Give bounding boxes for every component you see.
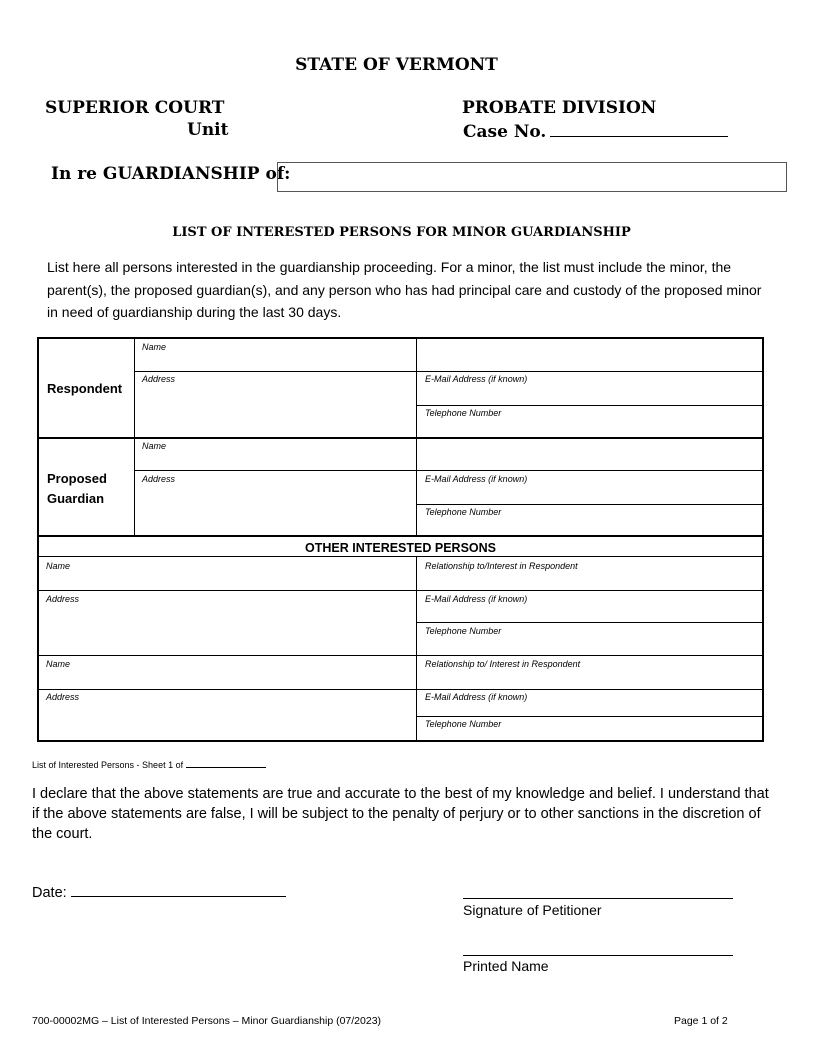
divider	[134, 371, 762, 372]
date-row	[32, 882, 286, 901]
case-number-label: Case No.	[463, 122, 547, 142]
in-re-label: In re GUARDIANSHIP of:	[51, 164, 291, 184]
other-1-address-label: Address	[46, 594, 80, 604]
state-title: STATE OF VERMONT	[295, 55, 498, 75]
other-2-name-label: Name	[46, 659, 71, 669]
divider	[134, 470, 762, 471]
guardian-phone-label: Telephone Number	[425, 507, 502, 517]
divider	[416, 622, 762, 623]
date-field[interactable]	[71, 882, 286, 897]
divider	[416, 504, 762, 505]
other-2-address-label: Address	[46, 692, 80, 702]
signature-line[interactable]	[463, 898, 733, 899]
case-number-field[interactable]	[550, 120, 728, 137]
instructions: List here all persons interested in the guardianship proceeding. For a minor, the list must include the minor, the parent(s), the proposed guardian(s), and any person who has had principal care and custody of the proposed minor in need of guardianship during the last 30 days.	[47, 259, 762, 320]
printed-name-line[interactable]	[463, 955, 733, 956]
guardianship-name-field[interactable]	[277, 162, 787, 192]
other-1-relationship-label: Relationship to/Interest in Respondent	[425, 561, 578, 571]
other-1-phone-label: Telephone Number	[425, 626, 502, 636]
guardian-name-label: Name	[142, 441, 167, 451]
guardian-label-line2: Guardian	[47, 491, 105, 506]
divider	[39, 556, 762, 557]
form-title: LIST OF INTERESTED PERSONS FOR MINOR GUARDIANSHIP	[172, 225, 631, 240]
division-name: PROBATE DIVISION	[462, 98, 657, 118]
court-name: SUPERIOR COURT	[45, 98, 225, 118]
guardian-address-label: Address	[142, 474, 176, 484]
interested-persons-table	[37, 337, 764, 742]
divider	[416, 557, 417, 655]
guardian-label-line1: Proposed	[47, 471, 107, 486]
respondent-email-label: E-Mail Address (if known)	[425, 374, 528, 384]
case-number	[463, 120, 728, 142]
guardian-label	[47, 469, 107, 509]
printed-name-label: Printed Name	[463, 958, 549, 974]
divider	[39, 689, 762, 690]
divider	[39, 535, 762, 537]
respondent-label: Respondent	[47, 381, 123, 396]
divider	[416, 405, 762, 406]
divider	[134, 339, 135, 437]
divider	[39, 655, 762, 656]
other-persons-heading: OTHER INTERESTED PERSONS	[305, 541, 496, 555]
divider	[416, 437, 417, 535]
divider	[39, 590, 762, 591]
divider	[416, 339, 417, 437]
other-1-name-label: Name	[46, 561, 71, 571]
other-2-relationship-label: Relationship to/ Interest in Respondent	[425, 659, 581, 669]
sheet-count-label: List of Interested Persons - Sheet 1 of	[32, 760, 184, 770]
guardian-email-label: E-Mail Address (if known)	[425, 474, 528, 484]
respondent-name-label: Name	[142, 342, 167, 352]
other-2-phone-label: Telephone Number	[425, 719, 502, 729]
other-1-email-label: E-Mail Address (if known)	[425, 594, 528, 604]
declaration-text: I declare that the above statements are true and accurate to the best of my knowledge and belief. I understand that if the above statements are false, I will be subject to the penalty of perjury or to other sanctions in the discretion of the court.	[32, 786, 769, 842]
unit-label: Unit	[187, 120, 229, 140]
page-number: Page 1 of 2	[674, 1015, 728, 1027]
divider	[416, 656, 417, 742]
divider	[39, 437, 762, 439]
other-2-email-label: E-Mail Address (if known)	[425, 692, 528, 702]
respondent-phone-label: Telephone Number	[425, 408, 502, 418]
sheet-count	[32, 759, 266, 770]
sheet-total-field[interactable]	[186, 759, 266, 768]
date-label: Date:	[32, 885, 67, 901]
respondent-address-label: Address	[142, 374, 176, 384]
form-id: 700-00002MG – List of Interested Persons – Minor Guardianship (07/2023)	[32, 1015, 382, 1027]
divider	[416, 716, 762, 717]
divider	[134, 437, 135, 535]
signature-label: Signature of Petitioner	[463, 902, 602, 918]
